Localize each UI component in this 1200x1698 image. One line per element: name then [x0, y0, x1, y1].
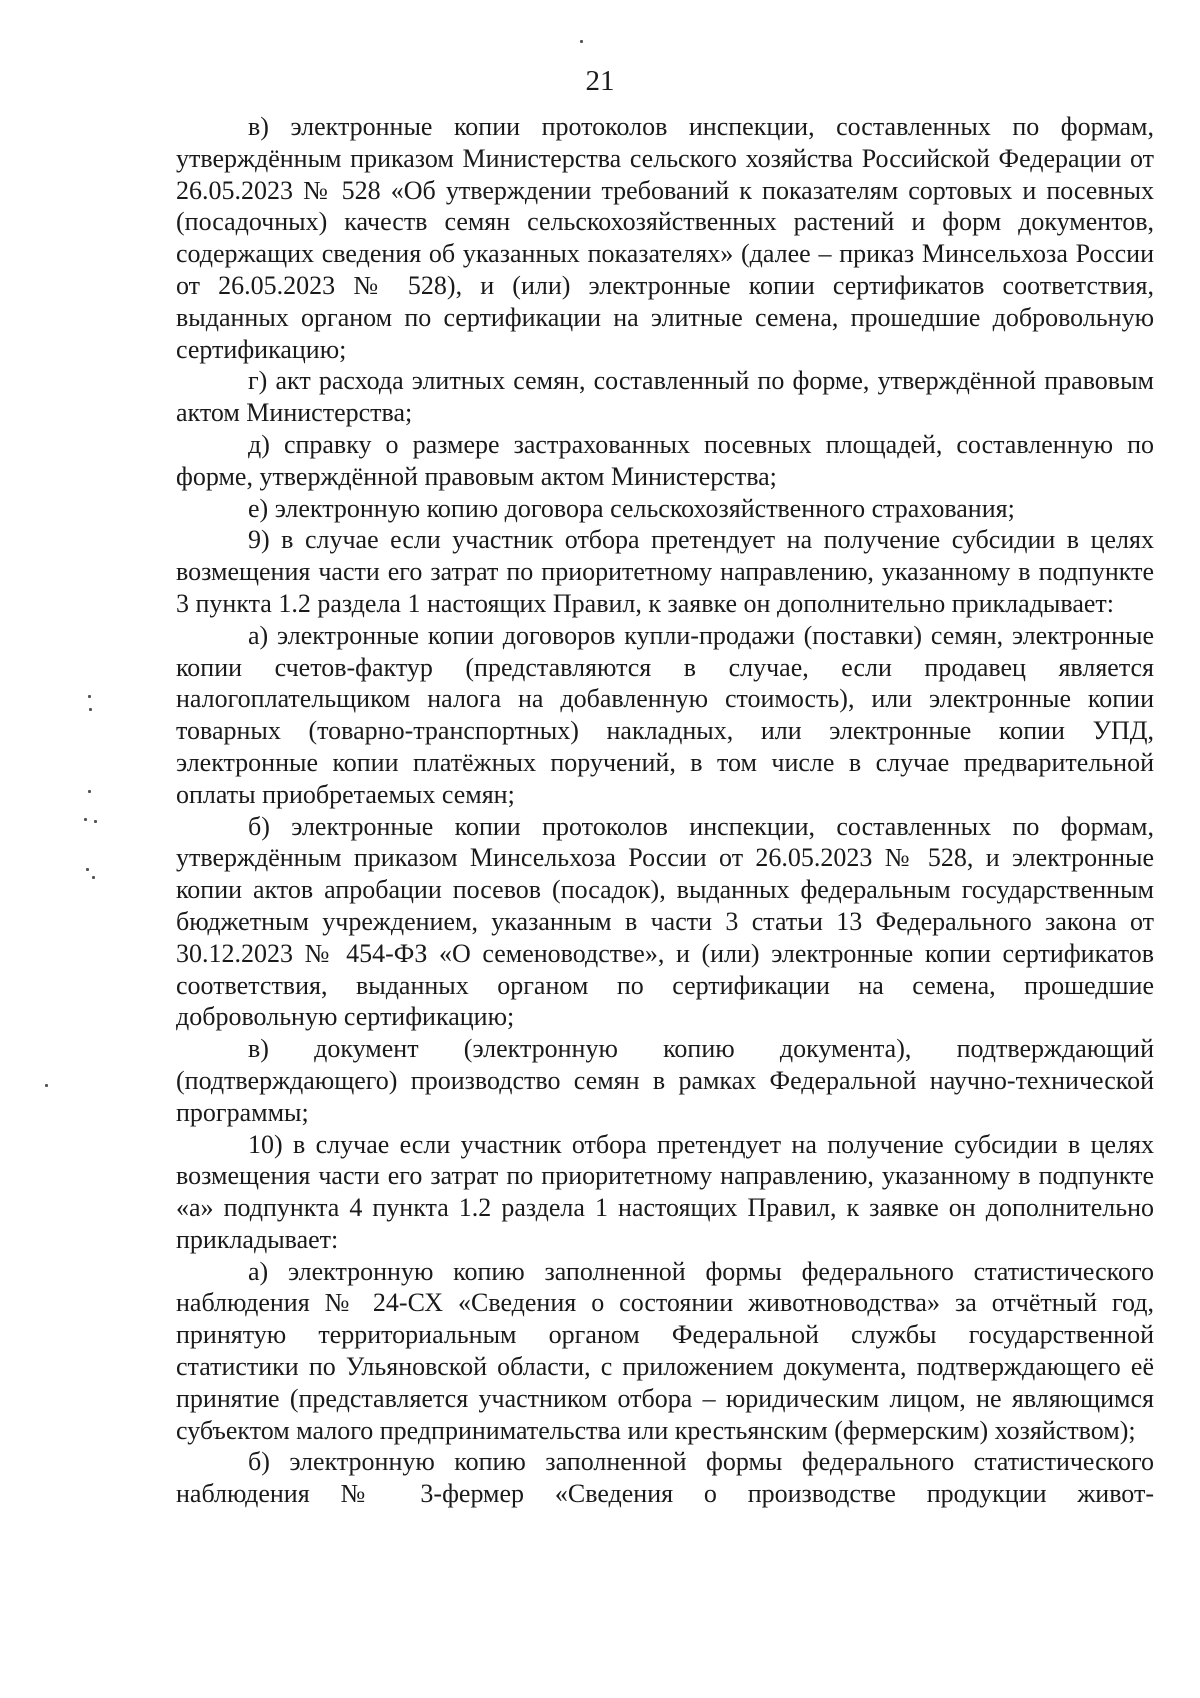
page-number: 21	[585, 65, 615, 97]
scan-speck	[89, 708, 92, 711]
paragraph-a-purchase-contracts: а) электронные копии договоров купли-продажи (поставки) семян, электронные копии счетов-фактур (представляются в случае, если продавец является налогоплательщиком налога на добавленную стоимость), или электронные копии товарных (товарно-транспортных) накладных, или электронные копии УПД, электронные копии платёжных поручений, в том числе в случае предварительной оплаты приобретаемых семян;	[176, 620, 1154, 809]
scan-speck	[45, 1084, 48, 1087]
paragraph-a-form-24-sh: а) электронную копию заполненной формы федерального статистического наблюдения № 24-СХ «Сведения о состоянии животноводства» за отчётный год, принятую территориальным органом Федеральной службы государственной статистики по Ульяновской области, с приложением документа, подтверждающего её принятие (представляется участником отбора – юридическим лицом, не являющимся субъектом малого предпринимательства или крестьянским (фермерским) хозяйством);	[176, 1256, 1154, 1445]
scan-speck	[92, 876, 95, 879]
scan-speck	[88, 790, 91, 793]
scan-speck	[84, 818, 87, 821]
paragraph-10-subsidy-livestock: 10) в случае если участник отбора претендует на получение субсидии в целях возмещения части его затрат по приоритетному направлению, указанному в подпункте «а» подпункта 4 пункта 1.2 раздела 1 настоящих Правил, к заявке он дополнительно прикладывает:	[176, 1129, 1154, 1254]
paragraph-g-seed-consumption-act: г) акт расхода элитных семян, составленный по форме, утверждённой правовым актом Министерства;	[176, 366, 1154, 428]
scan-speck	[94, 820, 97, 823]
paragraph-b-form-3-farmer: б) электронную копию заполненной формы федерального статистического наблюдения № 3-фермер «Сведения о производстве продукции живот-	[176, 1447, 1154, 1509]
paragraph-e-insurance-contract: е) электронную копию договора сельскохозяйственного страхования;	[248, 493, 1015, 523]
document-body	[176, 111, 1154, 1510]
paragraph-d-insured-areas-certificate: д) справку о размере застрахованных посевных площадей, составленную по форме, утверждённой правовым актом Министерства;	[176, 429, 1154, 491]
paragraph-v-inspection-protocols: в) электронные копии протоколов инспекции, составленных по формам, утверждённым приказом Министерства сельского хозяйства Российской Федерации от 26.05.2023 № 528 «Об утверждении требований к показателям сортовых и посевных (посадочных) качеств семян сельскохозяйственных растений и форм документов, содержащих сведения об указанных показателях» (далее – приказ Минсельхоза России от 26.05.2023 № 528), и (или) электронные копии сертификатов соответствия, выданных органом по сертификации на элитные семена, прошедшие добровольную сертификацию;	[176, 112, 1154, 364]
scan-speck	[86, 868, 89, 871]
paragraph-9-subsidy-seeds: 9) в случае если участник отбора претендует на получение субсидии в целях возмещения части его затрат по приоритетному направлению, указанному в подпункте 3 пункта 1.2 раздела 1 настоящих Правил, к заявке он дополнительно прикладывает:	[176, 525, 1154, 618]
paragraph-v-seed-production-document: в) документ (электронную копию документа), подтверждающий (подтверждающего) производство семян в рамках Федеральной научно-технической программы;	[176, 1034, 1154, 1127]
scan-speck	[580, 40, 583, 43]
scan-speck	[88, 695, 91, 698]
paragraph-b-inspection-and-approbation: б) электронные копии протоколов инспекции, составленных по формам, утверждённым приказом Минсельхоза России от 26.05.2023 № 528, и электронные копии актов апробации посевов (посадок), выданных федеральным государственным бюджетным учреждением, указанным в части 3 статьи 13 Федерального закона от 30.12.2023 № 454-ФЗ «О семеноводстве», и (или) электронные копии сертификатов соответствия, выданных органом по сертификации на семена, прошедшие добровольную сертификацию;	[176, 811, 1154, 1032]
